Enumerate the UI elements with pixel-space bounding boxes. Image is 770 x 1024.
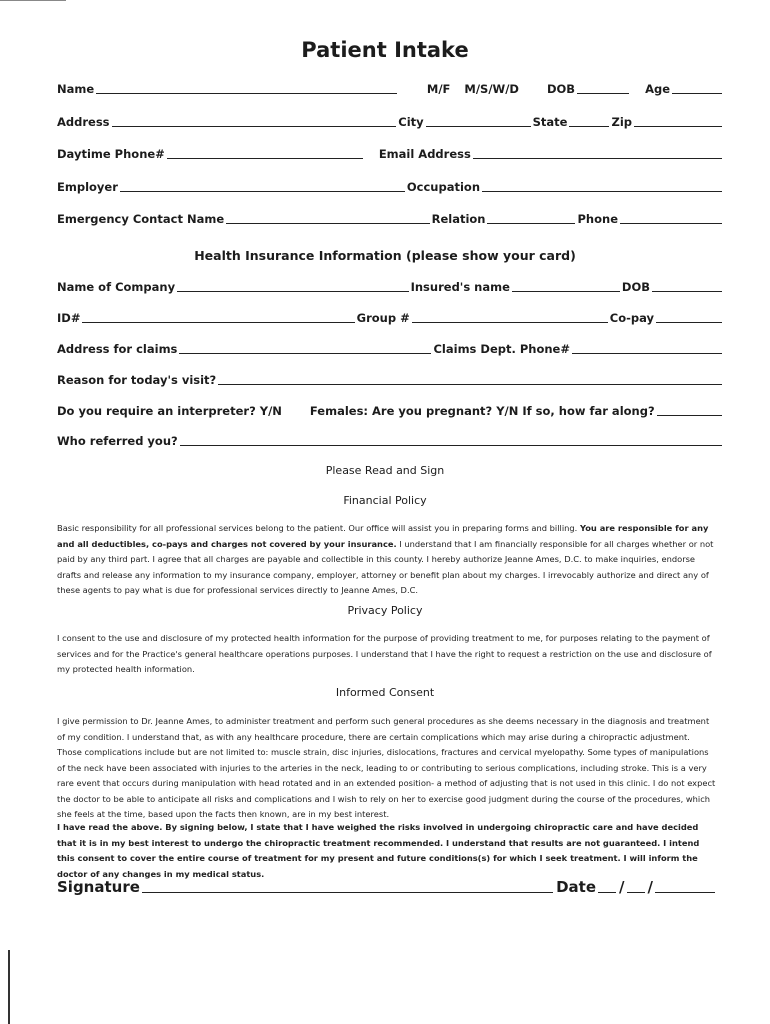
name-row [57, 82, 724, 96]
reason-label: Reason for today's visit? [57, 373, 217, 387]
financial-heading: Financial Policy [343, 494, 427, 507]
phone-label: Phone [577, 212, 618, 226]
city-field[interactable] [426, 126, 531, 127]
date-day-field[interactable] [627, 892, 645, 893]
company-label: Name of Company [57, 280, 176, 294]
consent-heading: Informed Consent [335, 686, 435, 699]
marital-label: M/S/W/D [464, 82, 519, 96]
employer-row [57, 180, 724, 194]
id-label: ID# [57, 311, 81, 325]
date-month-field[interactable] [598, 892, 616, 893]
phone-field[interactable] [620, 223, 722, 224]
age-field[interactable] [672, 93, 722, 94]
address-row [57, 115, 724, 129]
insurance-heading: Health Insurance Information (please show your card) [194, 248, 576, 263]
zip-label: Zip [611, 115, 632, 129]
group-label: Group # [356, 311, 410, 325]
consent-text: I give permission to Dr. Jeanne Ames, to administer treatment and perform such general procedures as she deems necessary in the diagnosis and treatment of my condition. I understand that, as with any healthcare procedure, there are certain complications which may arise during a chiropractic adjustment. Those complications include but are not limited to: muscle strain, disc injuries, dislocations, fractures and cervical myelopathy. Some types of manipulations of the neck have been associated with injuries to the arteries in the neck, leading to or contributing to serious complications, including stroke. This is a very rare event that occurs during manipulation with head rotated and in an extended position- a method of adjusting that is not used in this clinic. I do not expect the doctor to be able to anticipate all risks and complications and I wish to rely on her to exercise good judgment during the course of the procedures, which she feels at the time, based upon the facts then known, are in my best interest. [57, 716, 716, 819]
insured-dob-field[interactable] [652, 291, 722, 292]
date-label: Date [556, 878, 597, 896]
claims-phone-label: Claims Dept. Phone# [433, 342, 570, 356]
address-field[interactable] [112, 126, 397, 127]
email-field[interactable] [473, 158, 722, 159]
referred-field[interactable] [180, 445, 722, 446]
id-row [57, 311, 724, 325]
sex-label: M/F [426, 82, 451, 96]
occupation-label: Occupation [406, 180, 481, 194]
claims-phone-field[interactable] [572, 353, 722, 354]
claims-row [57, 342, 724, 356]
reason-field[interactable] [218, 384, 722, 385]
referred-label: Who referred you? [57, 434, 178, 448]
emergency-label: Emergency Contact Name [57, 212, 225, 226]
state-field[interactable] [569, 126, 609, 127]
scan-edge-mark [0, 950, 10, 1024]
zip-field[interactable] [634, 126, 722, 127]
read-sign-heading: Please Read and Sign [325, 464, 445, 477]
insured-field[interactable] [512, 291, 620, 292]
signature-row [57, 878, 718, 896]
interpreter-row [57, 404, 724, 418]
copay-label: Co-pay [609, 311, 654, 325]
email-label: Email Address [378, 147, 471, 161]
signature-label: Signature [57, 878, 140, 896]
acknowledge-text: I have read the above. By signing below, I state that I have weighed the risks involved in undergoing chiropractic care and have decided that it is in my best interest to undergo the chiropractic treatment recommended. I understand that results are not guaranteed. I intend this consent to cover the entire course of treatment for my present and future conditions(s) for which I seek treatment. I will inform the doctor of any changes in my medical status. [57, 822, 700, 879]
relation-field[interactable] [487, 223, 575, 224]
employer-label: Employer [57, 180, 118, 194]
group-field[interactable] [412, 322, 608, 323]
date-year-field[interactable] [655, 892, 715, 893]
signature-field[interactable] [142, 892, 553, 893]
insured-dob-label: DOB [621, 280, 650, 294]
employer-field[interactable] [120, 191, 405, 192]
date-slash-2: / [647, 878, 653, 896]
referred-row [57, 434, 724, 448]
address-label: Address [57, 115, 110, 129]
pregnancy-field[interactable] [657, 415, 722, 416]
dob-label: DOB [546, 82, 576, 96]
state-label: State [532, 115, 568, 129]
insured-label: Insured's name [410, 280, 510, 294]
privacy-heading: Privacy Policy [347, 604, 423, 617]
emergency-row [57, 212, 724, 226]
interpreter-label: Do you require an interpreter? Y/N [57, 404, 282, 418]
dob-field[interactable] [577, 93, 629, 94]
emergency-field[interactable] [226, 223, 429, 224]
females-label: Females: Are you pregnant? Y/N If so, how far along? [309, 404, 655, 418]
page-title: Patient Intake [301, 38, 469, 62]
age-label: Age [645, 82, 670, 96]
id-field[interactable] [82, 322, 354, 323]
scan-mark [0, 0, 66, 2]
privacy-text: I consent to the use and disclosure of my protected health information for the purpose of providing treatment to me, for purposes relating to the payment of services and for the Practice's general healthcare operations purposes. I understand that I have the right to request a restriction on the use and disclosure of my protected health information. [57, 633, 712, 674]
claims-address-field[interactable] [179, 353, 431, 354]
company-field[interactable] [177, 291, 409, 292]
phone-row [57, 147, 724, 161]
name-field[interactable] [96, 93, 397, 94]
day-phone-field[interactable] [167, 158, 363, 159]
claims-address-label: Address for claims [57, 342, 178, 356]
occupation-field[interactable] [482, 191, 722, 192]
relation-label: Relation [431, 212, 486, 226]
company-row [57, 280, 724, 294]
copay-field[interactable] [656, 322, 722, 323]
date-slash-1: / [619, 878, 625, 896]
reason-row [57, 373, 724, 387]
name-label: Name [57, 82, 95, 96]
day-phone-label: Daytime Phone# [57, 147, 165, 161]
financial-text: Basic responsibility for all professional services belong to the patient. Our office will assist you in preparing forms and billing. You are responsible for any and all deductibles, co-pays and charges not covered by your insurance. I understand that I am financially responsible for all charges whether or not paid by any third part. I agree that all charges are payable and collectible in this county. I hereby authorize Jeanne Ames, D.C. to make inquiries, endorse drafts and release any information to my insurance company, employer, attorney or benefit plan about my charges. I irrevocably authorize and direct any of these agents to pay what is due for professional services directly to Jeanne Ames, D.C. [57, 523, 714, 595]
city-label: City [398, 115, 424, 129]
